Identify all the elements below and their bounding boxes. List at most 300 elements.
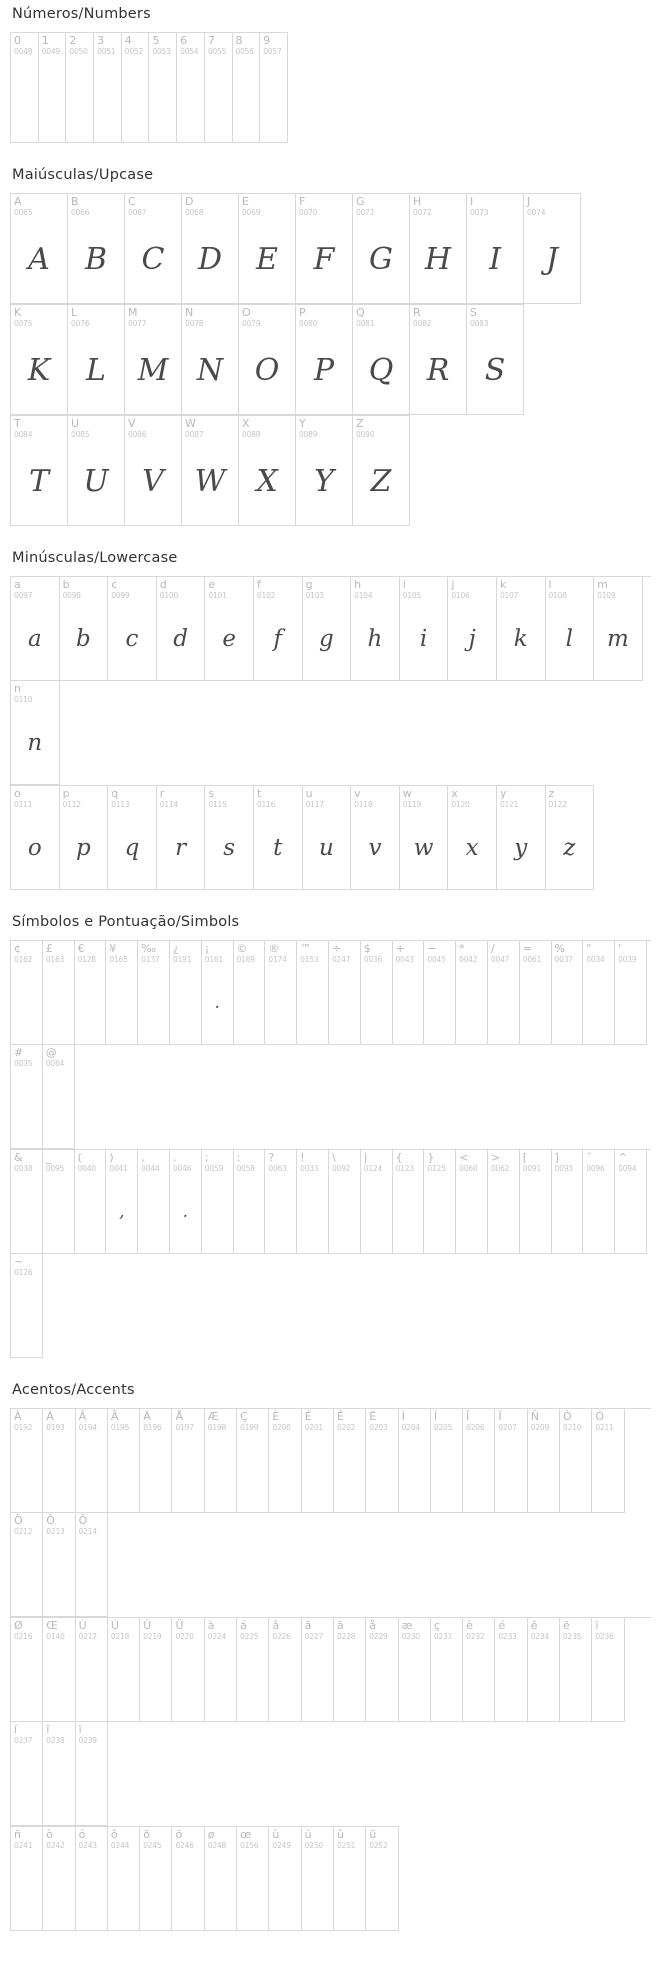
glyph-preview: B [84,241,108,277]
section-numbers [10,0,651,143]
glyph-unicode-code: 0051 [97,47,116,56]
glyph-cell[interactable] [234,941,266,1045]
glyph-cell[interactable] [239,194,296,304]
glyph-cell[interactable] [497,786,546,890]
glyph-char-label: V [128,417,136,430]
glyph-preview: y [514,835,528,861]
glyph-preview [75,1173,106,1251]
glyph-cell[interactable] [353,194,410,304]
glyph-unicode-code: 0218 [110,1632,130,1641]
glyph-cell[interactable] [329,941,361,1045]
glyph-char-label: ˘ [586,1151,592,1164]
glyph-char-label: ' [618,942,622,955]
glyph-cell[interactable] [172,1409,204,1513]
glyph-cell[interactable] [43,1150,75,1254]
glyph-char-label: _ [45,1151,52,1164]
glyph-cell[interactable] [334,1409,366,1513]
glyph-unicode-code: 0214 [78,1527,97,1536]
glyph-unicode-code: 0070 [299,208,318,217]
glyph-cell[interactable] [495,1409,527,1513]
glyph-cell[interactable] [11,1150,43,1254]
glyph-cell[interactable] [303,577,352,681]
glyph-cell[interactable] [108,1827,140,1931]
glyph-cell[interactable] [615,941,647,1045]
glyph-char-label: á [240,1619,247,1632]
glyph-cell[interactable] [106,941,138,1045]
glyph-unicode-code: 0074 [527,208,546,217]
glyph-cell[interactable] [366,1409,398,1513]
glyph-char-label: ) [109,1151,114,1164]
glyph-cell[interactable] [68,194,125,304]
glyph-cell[interactable] [170,941,202,1045]
glyph-cell[interactable] [497,577,546,681]
glyph-cell[interactable] [399,1618,431,1722]
glyph-grid-row [10,1408,651,1617]
glyph-char-label: y [499,787,507,800]
glyph-cell[interactable] [488,941,520,1045]
glyph-preview: q [124,835,140,861]
glyph-char-label: l [548,578,552,591]
glyph-cell[interactable] [488,1150,520,1254]
glyph-char-label: ç [433,1619,440,1632]
glyph-cell[interactable] [202,1150,234,1254]
glyph-cell[interactable] [448,786,497,890]
glyph-cell[interactable] [68,416,125,526]
glyph-char-label: * [459,942,465,955]
glyph-cell[interactable] [172,1618,204,1722]
glyph-cell[interactable] [11,1045,43,1149]
glyph-unicode-code: 0169 [236,955,255,964]
glyph-cell[interactable] [11,1254,43,1358]
glyph-cell[interactable] [11,786,60,890]
glyph-preview [488,1173,519,1251]
glyph-cell[interactable] [334,1618,366,1722]
glyph-unicode-code: 0079 [242,319,261,328]
glyph-preview [108,1850,139,1928]
glyph-char-label: J [527,195,531,208]
glyph-cell[interactable] [75,941,107,1045]
glyph-unicode-code: 0063 [268,1164,287,1173]
glyph-preview [456,1173,487,1251]
glyph-unicode-code: 0207 [498,1423,517,1432]
glyph-unicode-code: 0115 [208,800,227,809]
glyph-char-label: O [242,306,251,319]
glyph-cell[interactable] [205,1409,237,1513]
glyph-cell[interactable] [140,1409,172,1513]
glyph-cell[interactable] [11,941,43,1045]
glyph-cell[interactable] [296,194,353,304]
glyph-cell[interactable] [583,1150,615,1254]
glyph-cell[interactable] [594,577,643,681]
glyph-unicode-code: 0205 [433,1423,453,1432]
glyph-char-label: k [499,578,507,591]
glyph-preview [431,1432,462,1510]
glyph-preview [329,1173,360,1251]
glyph-cell[interactable] [43,1409,75,1513]
glyph-cell[interactable] [520,941,552,1045]
glyph-char-label: T [14,417,21,430]
glyph-cell[interactable] [302,1827,334,1931]
glyph-char-label: ë [563,1619,570,1632]
glyph-char-label: Ë [369,1410,377,1423]
glyph-unicode-code: 0227 [304,1632,323,1641]
glyph-cell[interactable] [297,1150,329,1254]
glyph-grid [10,1408,651,1931]
glyph-char-label: à [207,1619,215,1632]
glyph-grid-row [10,32,288,143]
glyph-cell[interactable] [125,194,182,304]
glyph-cell[interactable] [138,1150,170,1254]
glyph-cell[interactable] [269,1409,301,1513]
glyph-cell[interactable] [615,1150,647,1254]
glyph-preview [424,964,455,1042]
glyph-cell[interactable] [410,305,467,415]
glyph-unicode-code: 0054 [180,47,199,56]
glyph-cell[interactable] [361,941,393,1045]
glyph-char-label: & [14,1151,23,1164]
glyph-char-label: u [305,787,313,800]
glyph-char-label: n [14,682,21,695]
glyph-cell[interactable] [400,786,449,890]
glyph-char-label: ~ [14,1255,24,1268]
glyph-cell[interactable] [560,1409,592,1513]
glyph-cell[interactable] [60,577,109,681]
glyph-cell[interactable] [237,1409,269,1513]
glyph-char-label: + [395,942,405,955]
glyph-char-label: I [470,195,474,208]
glyph-unicode-code: 0191 [172,955,192,964]
glyph-preview [237,1850,268,1928]
glyph-cell[interactable] [205,577,254,681]
glyph-cell[interactable] [108,577,157,681]
glyph-cell[interactable] [177,33,205,143]
glyph-cell[interactable] [552,1150,584,1254]
glyph-cell[interactable] [393,1150,425,1254]
glyph-cell[interactable] [269,1618,301,1722]
glyph-char-label: ¥ [109,942,117,955]
glyph-char-label: D [185,195,194,208]
glyph-unicode-code: 0046 [172,1164,192,1173]
glyph-cell[interactable] [172,1827,204,1931]
glyph-cell[interactable] [524,194,581,304]
glyph-cell[interactable] [125,305,182,415]
glyph-cell[interactable] [43,1827,75,1931]
glyph-cell[interactable] [182,416,239,526]
glyph-preview [302,1432,333,1510]
glyph-unicode-code: 0128 [77,955,96,964]
glyph-unicode-code: 0095 [45,1164,65,1173]
glyph-char-label: è [466,1619,473,1632]
glyph-preview [76,1850,107,1928]
glyph-cell[interactable] [94,33,122,143]
glyph-cell[interactable] [351,577,400,681]
glyph-cell[interactable] [76,1513,108,1617]
glyph-cell[interactable] [303,786,352,890]
glyph-unicode-code: 0083 [470,319,489,328]
glyph-preview: v [368,835,382,861]
glyph-unicode-code: 0251 [336,1841,356,1850]
glyph-cell[interactable] [297,941,329,1045]
glyph-cell[interactable] [463,1409,495,1513]
glyph-unicode-code: 0101 [208,591,227,600]
glyph-cell[interactable] [237,1827,269,1931]
glyph-preview [43,1536,74,1614]
glyph-cell[interactable] [43,1618,75,1722]
glyph-cell[interactable] [170,1150,202,1254]
glyph-char-label: ¢ [14,942,21,955]
glyph-cell[interactable] [296,305,353,415]
glyph-unicode-code: 0197 [175,1423,194,1432]
glyph-unicode-code: 0065 [14,208,33,217]
glyph-grid [10,576,651,890]
glyph-char-label: ö [175,1828,183,1841]
glyph-cell[interactable] [11,416,68,526]
glyph-unicode-code: 0156 [240,1841,259,1850]
glyph-cell[interactable] [431,1618,463,1722]
glyph-cell[interactable] [205,1618,237,1722]
glyph-unicode-code: 0108 [548,591,567,600]
section-title: Símbolos e Pontuação/Simbols [12,914,240,930]
glyph-char-label: Î [466,1410,470,1423]
glyph-cell[interactable] [424,941,456,1045]
glyph-cell[interactable] [560,1618,592,1722]
glyph-cell[interactable] [410,194,467,304]
glyph-cell[interactable] [302,1618,334,1722]
glyph-unicode-code: 0125 [427,1164,446,1173]
glyph-unicode-code: 0219 [143,1632,162,1641]
glyph-grid-row [10,1617,651,1826]
glyph-unicode-code: 0105 [402,591,422,600]
glyph-cell[interactable] [76,1722,108,1826]
glyph-cell[interactable] [366,1618,398,1722]
glyph-cell[interactable] [39,33,67,143]
glyph-char-label: o [14,787,21,800]
glyph-char-label: X [242,417,250,430]
glyph-cell[interactable] [302,1409,334,1513]
glyph-cell[interactable] [254,786,303,890]
glyph-char-label: z [548,787,555,800]
glyph-cell[interactable] [108,1409,140,1513]
glyph-cell[interactable] [334,1827,366,1931]
glyph-preview: S [484,352,506,388]
glyph-char-label: p [62,787,70,800]
glyph-preview [205,56,232,140]
glyph-char-label: Õ [46,1514,55,1527]
glyph-char-label: Œ [46,1619,59,1632]
glyph-cell[interactable] [76,1409,108,1513]
glyph-preview [393,964,424,1042]
glyph-cell[interactable] [467,305,524,415]
glyph-preview [43,1850,74,1928]
glyph-cell[interactable] [353,416,410,526]
glyph-preview [43,1745,74,1823]
glyph-cell[interactable] [11,1722,43,1826]
glyph-cell[interactable] [265,1150,297,1254]
glyph-cell[interactable] [11,1618,43,1722]
glyph-cell[interactable] [138,941,170,1045]
glyph-cell[interactable] [546,786,595,890]
glyph-cell[interactable] [296,416,353,526]
glyph-unicode-code: 0084 [14,430,33,439]
glyph-cell[interactable] [157,786,206,890]
glyph-unicode-code: 0243 [78,1841,97,1850]
glyph-cell[interactable] [495,1618,527,1722]
glyph-cell[interactable] [43,1722,75,1826]
glyph-preview [202,1173,233,1251]
glyph-cell[interactable] [11,1513,43,1617]
glyph-cell[interactable] [237,1618,269,1722]
glyph-grid-row [10,193,581,304]
glyph-cell[interactable] [233,33,261,143]
glyph-cell[interactable] [424,1150,456,1254]
glyph-unicode-code: 0124 [363,1164,383,1173]
glyph-cell[interactable] [106,1150,138,1254]
glyph-cell[interactable] [182,305,239,415]
glyph-unicode-code: 0089 [299,430,318,439]
glyph-cell[interactable] [528,1409,560,1513]
glyph-cell[interactable] [467,194,524,304]
glyph-unicode-code: 0110 [14,695,33,704]
glyph-unicode-code: 0206 [466,1423,485,1432]
glyph-unicode-code: 0192 [14,1423,33,1432]
glyph-unicode-code: 0235 [563,1632,582,1641]
glyph-cell[interactable] [205,1827,237,1931]
glyph-cell[interactable] [11,33,39,143]
glyph-cell[interactable] [456,1150,488,1254]
glyph-cell[interactable] [400,577,449,681]
glyph-cell[interactable] [11,681,60,785]
glyph-preview: O [254,352,280,388]
glyph-cell[interactable] [393,941,425,1045]
glyph-cell[interactable] [108,1618,140,1722]
glyph-cell[interactable] [68,305,125,415]
glyph-char-label: S [470,306,477,319]
glyph-cell[interactable] [239,305,296,415]
glyph-cell[interactable] [583,941,615,1045]
glyph-char-label: . [172,1151,177,1164]
glyph-cell[interactable] [122,33,150,143]
glyph-cell[interactable] [520,1150,552,1254]
glyph-cell[interactable] [260,33,288,143]
glyph-cell[interactable] [448,577,497,681]
glyph-cell[interactable] [592,1409,624,1513]
glyph-unicode-code: 0249 [272,1841,291,1850]
glyph-cell[interactable] [11,305,68,415]
glyph-cell[interactable] [592,1618,624,1722]
glyph-cell[interactable] [269,1827,301,1931]
glyph-unicode-code: 0075 [14,319,33,328]
glyph-cell[interactable] [76,1618,108,1722]
glyph-preview: d [173,626,188,652]
glyph-preview [205,1850,236,1928]
glyph-preview [237,1432,268,1510]
glyph-cell[interactable] [60,786,109,890]
glyph-cell[interactable] [202,941,234,1045]
glyph-cell[interactable] [552,941,584,1045]
glyph-unicode-code: 0059 [204,1164,224,1173]
glyph-char-label: % [554,942,565,955]
glyph-cell[interactable] [43,1513,75,1617]
glyph-cell[interactable] [205,786,254,890]
glyph-cell[interactable] [351,786,400,890]
glyph-char-label: À [14,1410,22,1423]
glyph-char-label: Í [433,1410,438,1423]
glyph-char-label: Ê [336,1410,344,1423]
glyph-char-label: E [242,195,249,208]
glyph-char-label: ‰ [141,942,156,955]
glyph-unicode-code: 0096 [586,1164,605,1173]
glyph-cell[interactable] [140,1827,172,1931]
glyph-cell[interactable] [43,1045,75,1149]
glyph-cell[interactable] [546,577,595,681]
glyph-char-label: , [141,1151,145,1164]
glyph-cell[interactable] [456,941,488,1045]
glyph-cell[interactable] [234,1150,266,1254]
glyph-unicode-code: 0225 [240,1632,259,1641]
glyph-unicode-code: 0165 [109,955,128,964]
glyph-preview: h [367,626,383,652]
glyph-cell[interactable] [66,33,94,143]
glyph-cell[interactable] [108,786,157,890]
glyph-cell[interactable] [361,1150,393,1254]
glyph-unicode-code: 0090 [356,430,375,439]
glyph-cell[interactable] [205,33,233,143]
glyph-preview: U [83,463,109,499]
glyph-cell[interactable] [366,1827,398,1931]
glyph-cell[interactable] [431,1409,463,1513]
glyph-char-label: ; [204,1151,209,1164]
glyph-cell[interactable] [43,941,75,1045]
glyph-preview [583,964,614,1042]
glyph-unicode-code: 0193 [46,1423,65,1432]
glyph-char-label: Æ [207,1410,219,1423]
glyph-preview [520,964,551,1042]
glyph-preview [302,1850,333,1928]
glyph-cell[interactable] [76,1827,108,1931]
glyph-cell[interactable] [75,1150,107,1254]
glyph-char-label: L [71,306,78,319]
glyph-unicode-code: 0239 [78,1736,97,1745]
glyph-cell[interactable] [353,305,410,415]
glyph-cell[interactable] [149,33,177,143]
glyph-cell[interactable] [399,1409,431,1513]
glyph-unicode-code: 0060 [459,1164,478,1173]
glyph-cell[interactable] [528,1618,560,1722]
glyph-char-label: € [77,942,85,955]
glyph-preview [334,1850,365,1928]
glyph-preview: L [86,352,106,388]
glyph-char-label: i [402,578,406,591]
glyph-cell[interactable] [140,1618,172,1722]
glyph-unicode-code: 0053 [152,47,171,56]
glyph-cell[interactable] [254,577,303,681]
glyph-cell[interactable] [125,416,182,526]
glyph-cell[interactable] [11,1409,43,1513]
glyph-cell[interactable] [463,1618,495,1722]
glyph-char-label: P [299,306,306,319]
glyph-cell[interactable] [157,577,206,681]
glyph-cell[interactable] [239,416,296,526]
glyph-cell[interactable] [11,577,60,681]
glyph-cell[interactable] [265,941,297,1045]
glyph-cell[interactable] [11,1827,43,1931]
glyph-cell[interactable] [182,194,239,304]
section-symbols [10,908,651,1358]
glyph-cell[interactable] [11,194,68,304]
glyph-char-label: õ [143,1828,150,1841]
glyph-unicode-code: 0044 [141,1164,160,1173]
glyph-cell[interactable] [329,1150,361,1254]
